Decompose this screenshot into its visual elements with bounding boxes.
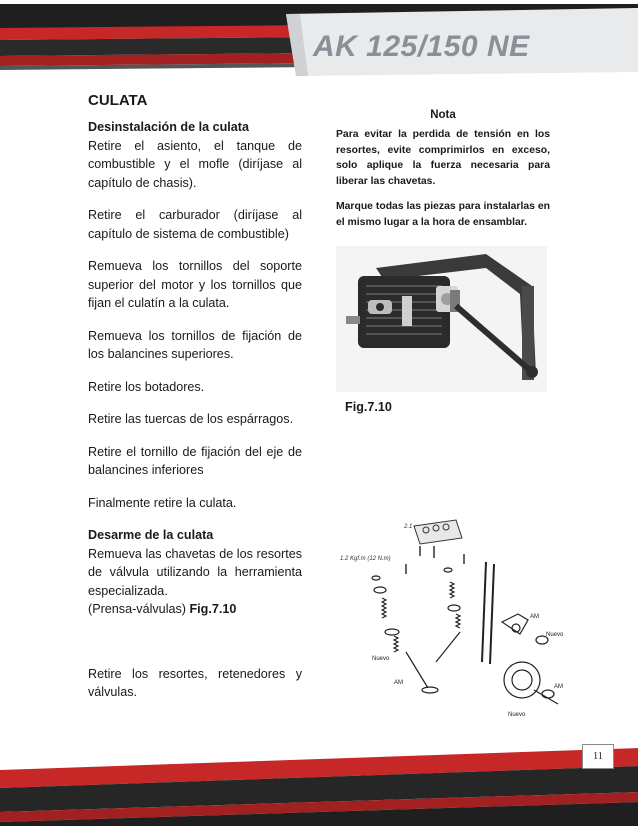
paragraph: Retire los botadores. xyxy=(88,379,205,394)
paragraph: Retire el asiento, el tanque de combustible y el mofle (diríjase al capítulo de chasis). xyxy=(88,138,302,190)
label-am: AM xyxy=(554,684,563,690)
subtitle-removal: Desinstalación de la culata xyxy=(88,120,249,135)
valve-exploded-diagram xyxy=(336,512,568,724)
section-title: CULATA xyxy=(88,92,148,109)
paragraph: Remueva los tornillos del soporte superior del motor y los tornillos que fijan el culatín a la culata. xyxy=(88,259,302,311)
page-number: 11 xyxy=(582,744,614,769)
note-title: Nota xyxy=(430,109,456,121)
label-nuevo: Nuevo xyxy=(546,632,564,638)
note-box xyxy=(336,107,550,240)
paragraph: Retire los resortes, retenedores y válvulas. xyxy=(88,666,302,700)
paragraph: Retire las tuercas de los espárragos. xyxy=(88,412,294,427)
torque-label-bolts: 1.2 Kgf.m (12 N.m) xyxy=(340,556,391,562)
paragraph: Finalmente retire la culata. xyxy=(88,495,237,510)
tool-name: (Prensa-válvulas) xyxy=(88,602,186,617)
paragraph: Remueva los tornillos de fijación de los balancines superiores. xyxy=(88,328,302,362)
paragraph xyxy=(88,545,302,619)
note-paragraph: Marque todas las piezas para instalarlas en el mismo lugar a la hora de ensamblar. xyxy=(336,201,550,229)
cylinder-head-photo xyxy=(336,246,547,392)
header-title: AK 125/150 NE xyxy=(313,30,530,63)
cylinder-head-sketch xyxy=(414,520,462,544)
label-am: AM xyxy=(530,614,539,620)
paragraph-text: Remueva las chavetas de los resortes de válvula utilizando la herramienta especializada. xyxy=(88,546,302,598)
note-paragraph: Para evitar la perdida de tensión en los resortes, evite comprimirlos en exceso, solo aplique la fuerza necesaria para liberar las chavetas. xyxy=(336,128,550,188)
label-nuevo: Nuevo xyxy=(508,712,526,718)
torque-label-top: 2.1 xyxy=(404,524,413,530)
figure-caption: Fig.7.10 xyxy=(345,400,392,414)
paragraph: Retire el tornillo de fijación del eje de balancines inferiores xyxy=(88,444,302,478)
figure-reference: Fig.7.10 xyxy=(189,602,237,617)
label-am: AM xyxy=(394,680,403,686)
subtitle-disassembly: Desarme de la culata xyxy=(88,528,214,543)
footer-band xyxy=(0,732,638,826)
main-text-column xyxy=(88,90,302,716)
paragraph: Retire el carburador (diríjase al capítulo de sistema de combustible) xyxy=(88,208,302,241)
label-nuevo: Nuevo xyxy=(372,656,390,662)
